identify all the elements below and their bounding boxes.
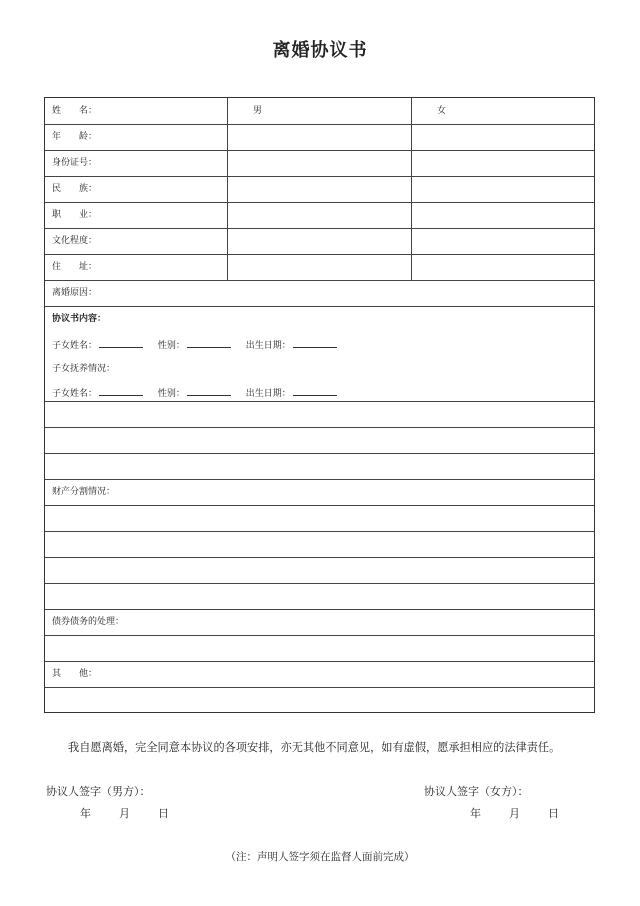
birth-date-label: 出生日期： xyxy=(245,389,291,399)
gender-blank xyxy=(187,387,231,396)
row-divider xyxy=(45,280,594,281)
child-info-line-2 xyxy=(52,387,349,400)
education-label: 文化程度： xyxy=(52,236,98,246)
row-divider xyxy=(45,609,594,610)
occupation-label: 职 业： xyxy=(52,210,98,220)
male-column-label: 男 xyxy=(253,106,263,116)
row-divider xyxy=(45,583,594,584)
age-label: 年 龄： xyxy=(52,132,98,142)
custody-label: 子女抚养情况： xyxy=(52,364,116,374)
row-divider xyxy=(45,505,594,506)
birth-date-blank xyxy=(293,339,337,348)
day-label: 日 xyxy=(158,807,169,820)
child-name-blank xyxy=(99,387,143,396)
row-divider xyxy=(45,427,594,428)
day-label: 日 xyxy=(548,807,559,820)
id-number-label: 身份证号： xyxy=(52,158,98,168)
birth-date-blank xyxy=(293,387,337,396)
row-divider xyxy=(45,254,594,255)
ethnicity-label: 民 族： xyxy=(52,184,98,194)
row-divider xyxy=(45,635,594,636)
child-name-label: 子女姓名： xyxy=(52,341,98,351)
child-name-blank xyxy=(99,339,143,348)
gender-label: 性别： xyxy=(157,389,185,399)
property-division-label: 财产分割情况： xyxy=(52,487,116,497)
gender-label: 性别： xyxy=(157,341,185,351)
birth-date-label: 出生日期： xyxy=(245,341,291,351)
male-signature-label: 协议人签字（男方）： xyxy=(46,785,151,798)
agreement-table xyxy=(44,97,595,713)
gender-blank xyxy=(187,339,231,348)
row-divider xyxy=(45,176,594,177)
agreement-heading: 协议书内容： xyxy=(52,314,107,324)
row-divider xyxy=(45,124,594,125)
year-label: 年 xyxy=(470,807,481,820)
name-label: 姓 名： xyxy=(52,106,98,116)
row-divider xyxy=(45,202,594,203)
row-divider xyxy=(45,479,594,480)
row-divider xyxy=(45,150,594,151)
female-column-label: 女 xyxy=(437,106,447,116)
row-divider xyxy=(45,661,594,662)
year-label: 年 xyxy=(80,807,91,820)
other-label: 其 他： xyxy=(52,669,98,679)
month-label: 月 xyxy=(509,807,520,820)
female-signature-label: 协议人签字（女方）： xyxy=(424,785,529,798)
address-label: 住 址： xyxy=(52,262,98,272)
row-divider xyxy=(45,557,594,558)
child-info-line-1 xyxy=(52,339,349,352)
row-divider xyxy=(45,401,594,402)
column-divider-female xyxy=(411,98,412,280)
male-signature-date xyxy=(80,805,197,821)
child-name-label: 子女姓名： xyxy=(52,389,98,399)
divorce-reason-label: 离婚原因： xyxy=(52,288,98,298)
row-divider xyxy=(45,306,594,307)
row-divider xyxy=(45,687,594,688)
month-label: 月 xyxy=(119,807,130,820)
column-divider-male xyxy=(227,98,228,280)
footnote: （注：声明人签字须在监督人面前完成） xyxy=(225,851,415,863)
document-title: 离婚协议书 xyxy=(272,40,368,61)
row-divider xyxy=(45,453,594,454)
female-signature-date xyxy=(470,805,587,821)
statement-text: 我自愿离婚，完全同意本协议的各项安排，亦无其他不同意见，如有虚假，愿承担相应的法律责任。 xyxy=(68,741,561,754)
row-divider xyxy=(45,228,594,229)
row-divider xyxy=(45,531,594,532)
debts-label: 债券债务的处理： xyxy=(52,617,125,627)
